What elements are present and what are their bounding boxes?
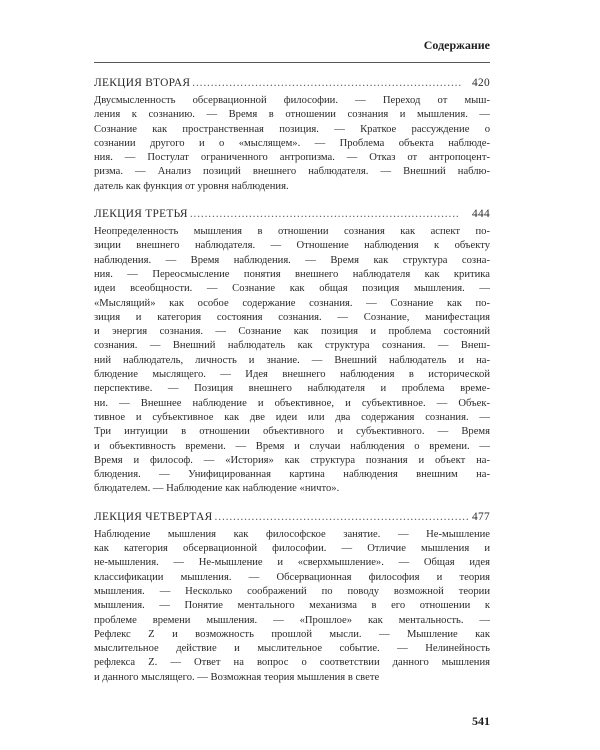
summary-line: датель как функция от уровня наблюдения. xyxy=(94,180,289,192)
summary-line: зиция и категория состояния сознания. — Сознание, манифестация xyxy=(94,311,490,323)
summary-line: ления к сознанию. — Время в отношении сознания и мышления. — xyxy=(94,109,490,121)
summary-line: и объективность времени. — Время и случаи наблюдения о времени. — xyxy=(94,440,490,452)
toc-entry xyxy=(94,75,490,194)
summary-line: Неопределенность мышления в отношении сознания как аспект по- xyxy=(94,226,490,238)
summary-line: мыслительное действие и мыслительное событие. — Нелинейность xyxy=(94,643,490,655)
summary-line: Сознание как пространственная позиция. — Краткое рассуждение о xyxy=(94,123,490,135)
summary-line: Двусмысленность обсервационной философии. — Переход от мыш- xyxy=(94,95,490,106)
running-head: Содержание xyxy=(423,38,490,52)
summary-line: перспективе. — Позиция внешнего наблюдателя и проблема време- xyxy=(94,383,490,395)
summary-line: сознании другого и о «мыслящем». — Проблема объекта наблюде- xyxy=(94,137,490,149)
summary-line: и данного мыслящего. — Возможная теория мышления в свете xyxy=(94,671,380,683)
summary-line: зиции внешнего наблюдателя. — Отношение наблюдения к объекту xyxy=(94,240,490,252)
lecture-page-number: 444 xyxy=(472,208,490,221)
summary-line: ния. — Постулат ограниченного антропизма. — Отказ от антропоцент- xyxy=(94,152,490,164)
lecture-summary xyxy=(94,94,490,194)
summary-line: классификации мышления. — Обсервационная философия и теория xyxy=(94,571,490,583)
dot-leader xyxy=(192,75,470,91)
summary-line: блюдателем. — Наблюдение как наблюдение «ничто». xyxy=(94,483,340,495)
table-of-contents xyxy=(94,75,490,685)
lecture-title: ЛЕКЦИЯ ЧЕТВЕРТАЯ xyxy=(94,510,213,523)
summary-line: ний наблюдатель, личность и знание. — Внешний наблюдатель и на- xyxy=(94,354,490,366)
summary-line: проблеме времени мышления. — «Прошлое» как ментальность. — xyxy=(94,614,490,626)
summary-line: ризма. — Анализ позиций внешнего наблюдателя. — Внешний наблю- xyxy=(94,166,490,178)
page-number: 541 xyxy=(472,714,490,728)
summary-line: мышления. — Несколько соображений по поводу возможной теории xyxy=(94,585,490,597)
summary-line: Наблюдение мышления как философское занятие. — Не-мышление xyxy=(94,528,490,540)
summary-line: рефлекса Z. — Ответ на вопрос о соответствии данного мышления xyxy=(94,657,490,669)
toc-entry-heading xyxy=(94,509,490,525)
summary-line: ния. — Переосмысление понятия внешнего наблюдателя как критика xyxy=(94,268,490,280)
section-gap xyxy=(94,497,490,509)
summary-line: «Мыслящий» как особое содержание сознания. — Сознание как по- xyxy=(94,297,490,309)
summary-line: и энергия сознания. — Сознание как позиция и проблема состояний xyxy=(94,326,490,338)
lecture-page-number: 477 xyxy=(472,510,490,523)
header-rule xyxy=(94,62,490,63)
section-gap xyxy=(94,194,490,206)
summary-line: идеи всеобщности. — Сознание как общая позиция мышления. — xyxy=(94,283,490,295)
dot-leader xyxy=(215,509,470,525)
summary-line: ни. — Внешнее наблюдение и объективное, и субъективное. — Объек- xyxy=(94,397,490,409)
lecture-summary xyxy=(94,528,490,685)
toc-entry xyxy=(94,206,490,497)
summary-line: наблюдения. — Время наблюдения. — Время как структура созна- xyxy=(94,254,490,266)
toc-entry-heading xyxy=(94,206,490,222)
summary-line: не-мышления. — Не-мышление и «сверхмышление». — Общая идея xyxy=(94,557,490,569)
summary-line: Рефлекс Z и возможность прошлой мысли. — Мышление как xyxy=(94,628,490,640)
lecture-title: ЛЕКЦИЯ ТРЕТЬЯ xyxy=(94,208,188,221)
summary-line: тивное и субъективное как две идеи или два содержания сознания. — xyxy=(94,411,490,423)
lecture-title: ЛЕКЦИЯ ВТОРАЯ xyxy=(94,77,191,89)
summary-line: Время и философ. — «История» как структура познания и объект на- xyxy=(94,454,490,466)
dot-leader xyxy=(190,206,470,222)
summary-line: блюдение мыслящего. — Идея внешнего наблюдения в исторической xyxy=(94,369,490,381)
lecture-page-number: 420 xyxy=(472,77,490,89)
summary-line: сознания. — Внешний наблюдатель как структура сознания. — Внеш- xyxy=(94,340,490,352)
toc-entry-heading xyxy=(94,75,490,91)
toc-entry xyxy=(94,509,490,685)
summary-line: блюдения. — Унифицированная картина наблюдения внешним на- xyxy=(94,469,490,481)
summary-line: мышления. — Понятие ментального механизма в его отношении к xyxy=(94,600,490,612)
lecture-summary xyxy=(94,225,490,497)
summary-line: Три интуиции в отношении объективного и субъективного. — Время xyxy=(94,426,490,438)
summary-line: как категория обсервационной философии. — Отличие мышления и xyxy=(94,543,490,555)
